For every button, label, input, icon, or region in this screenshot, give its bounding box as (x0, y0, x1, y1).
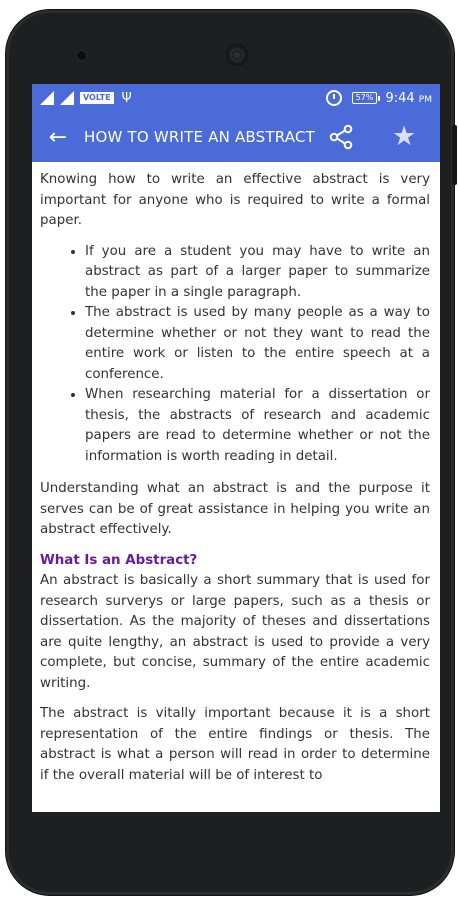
bullet-list (40, 242, 430, 468)
list-item: • If you are a student you may have to write an abstract as part of a larger paper to summarize the paper in a single paragraph. (85, 242, 430, 304)
signal-icon (40, 91, 54, 105)
list-item: • The abstract is used by many people as a way to determine whether or not they want to read the entire work or listen to the entire speech at a conference. (85, 303, 430, 385)
battery-icon: 57% (352, 92, 378, 104)
paragraph-definition: An abstract is basically a short summary that is used for research surverys or large papers, such as a thesis or dissertation. As the majority of theses and dissertations are quite lengthy, an abstract is used to provide a very complete, but concise, summary of the entire academic writing. (40, 573, 430, 691)
volte-badge: VOLTE (80, 92, 114, 104)
screen (32, 84, 440, 812)
paragraph-understanding: Understanding what an abstract is and the purpose it serves can be of great assistance in helping you write an abstract effectively. (40, 481, 430, 537)
share-icon[interactable] (328, 125, 354, 149)
front-camera (76, 50, 87, 61)
app-bar (32, 112, 440, 162)
earpiece-speaker (226, 44, 248, 66)
list-item: • When researching material for a dissertation or thesis, the abstracts of research and academic papers are read to determine whether or not the information is worth reading in detail. (85, 385, 430, 467)
power-button (452, 125, 457, 185)
status-time: 9:44 PM (385, 90, 432, 106)
signal-icon-2 (60, 91, 74, 105)
article-content (32, 162, 440, 786)
phone-frame (6, 10, 454, 895)
alarm-icon (326, 90, 342, 106)
page-title: HOW TO WRITE AN ABSTRACT (84, 128, 315, 146)
intro-paragraph: Knowing how to write an effective abstract is very important for anyone who is required to write a formal paper. (40, 172, 430, 228)
favorite-star-icon[interactable]: ★ (392, 121, 417, 152)
section-heading: What Is an Abstract? (40, 552, 198, 568)
status-bar (32, 84, 440, 112)
back-arrow-icon[interactable]: ← (48, 124, 68, 150)
paragraph-importance: The abstract is vitally important because it is a short representation of the entire findings or thesis. The abstract is what a person will read in order to determine if the overall material will be of interest to (40, 706, 430, 783)
usb-icon: Ψ (121, 90, 132, 106)
